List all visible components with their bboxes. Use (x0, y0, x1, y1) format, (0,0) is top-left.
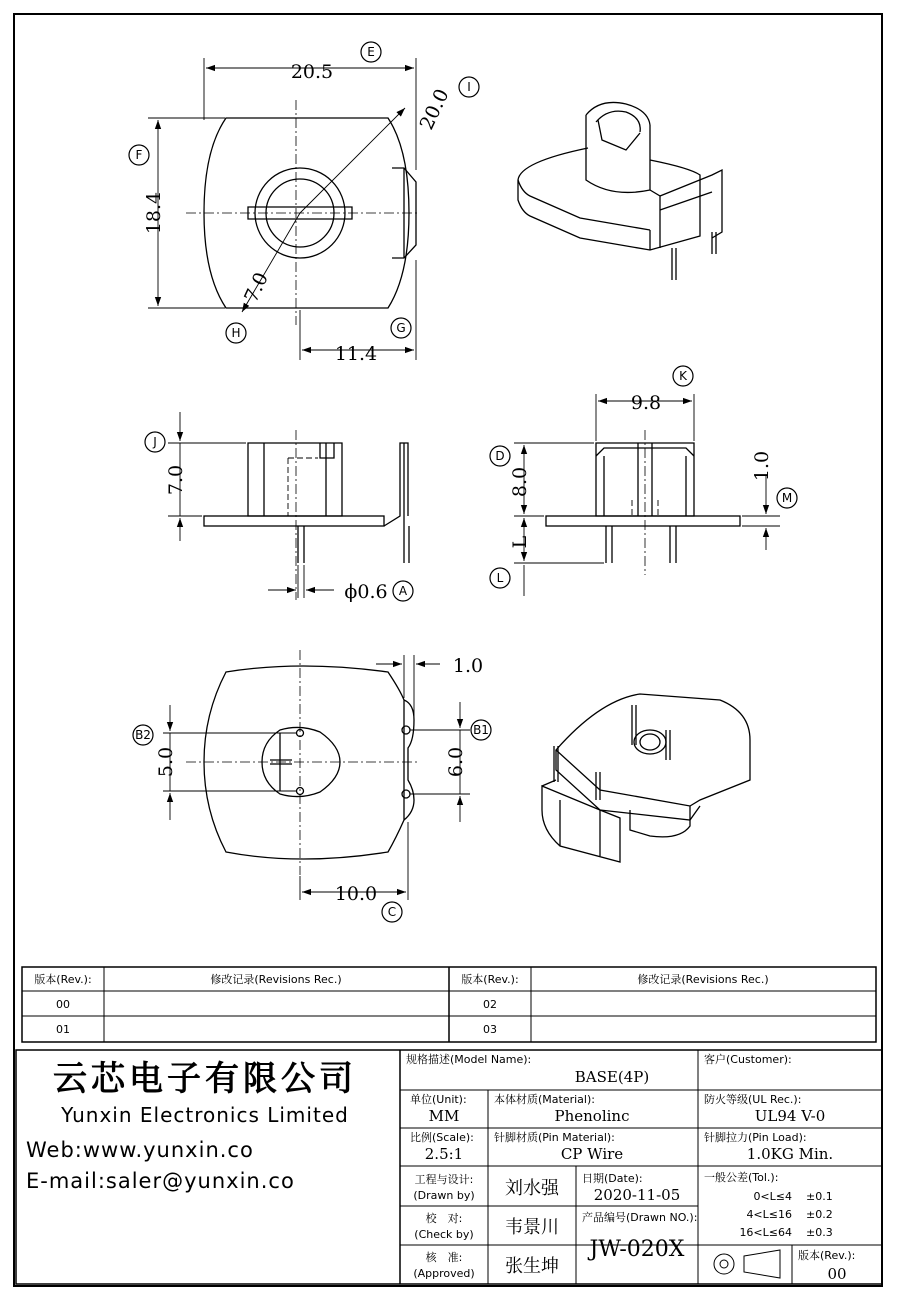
scale-label: 比例(Scale): (410, 1131, 474, 1144)
check-label-en: (Check by) (414, 1228, 474, 1241)
top-view-outline (204, 118, 409, 308)
bubble-j: J (153, 435, 157, 449)
dim-bottom-offset: 10.0 (334, 883, 378, 905)
rev-cell: 01 (56, 1023, 70, 1036)
ul-label: 防火等级(UL Rec.): (704, 1093, 802, 1106)
unit-value: MM (428, 1107, 460, 1125)
date-value: 2020-11-05 (593, 1186, 681, 1204)
bubble-l: L (496, 571, 504, 585)
dim-core-height: 8.0 (509, 466, 531, 498)
bubble-e: E (367, 45, 375, 59)
tol-value: ±0.2 (806, 1208, 833, 1221)
tol-range: 16<L≤64 (739, 1226, 792, 1239)
drawn-value: 刘水强 (505, 1178, 559, 1199)
model-label: 规格描述(Model Name): (406, 1053, 532, 1066)
company-name-en: Yunxin Electronics Limited (61, 1103, 349, 1127)
bubble-b2: B2 (135, 728, 151, 742)
unit-label: 单位(Unit): (410, 1093, 467, 1106)
dim-side-height: 7.0 (165, 464, 187, 496)
dim-plate-thickness: 1.0 (751, 450, 773, 482)
revision-table (22, 967, 876, 1042)
dim-width: 20.5 (290, 61, 334, 83)
drawn-no-value: JW-020X (589, 1237, 685, 1262)
pin-material-label: 针脚材质(Pin Material): (494, 1131, 615, 1144)
rev-cell: 00 (56, 998, 70, 1011)
check-value: 韦景川 (505, 1217, 559, 1238)
check-label: 校 对: (425, 1212, 463, 1225)
dim-pin-length: L (509, 535, 531, 549)
pin-load-value: 1.0KG Min. (746, 1145, 834, 1163)
top-view-bubbles (129, 42, 479, 343)
tol-range: 0<L≤4 (753, 1190, 792, 1203)
bottom-view (163, 650, 470, 900)
title-block-text (26, 1052, 855, 1283)
pin-load-label: 针脚拉力(Pin Load): (704, 1131, 807, 1144)
bubble-d: D (495, 449, 505, 463)
approved-label: 核 准: (425, 1251, 463, 1264)
bubble-i: I (467, 80, 471, 94)
company-web: Web:www.yunxin.co (26, 1138, 254, 1162)
bubble-k: K (679, 369, 687, 383)
tol-value: ±0.3 (806, 1226, 833, 1239)
rev-header-left: 版本(Rev.): (34, 973, 92, 986)
material-label: 本体材质(Material): (494, 1093, 595, 1106)
rev-value: 00 (827, 1265, 847, 1283)
rev-header-right: 版本(Rev.): (461, 973, 519, 986)
dim-radius: 20.0 (415, 85, 454, 134)
bubble-m: M (781, 491, 793, 505)
top-view (148, 58, 420, 360)
material-value: Phenolinc (554, 1107, 630, 1125)
pin-material-value: CP Wire (560, 1145, 624, 1163)
dim-center-hole: 7.0 (240, 269, 273, 306)
rec-header-left: 修改记录(Revisions Rec.) (210, 973, 342, 986)
dim-core-width: 9.8 (630, 392, 662, 414)
bubble-c: C (387, 905, 397, 919)
side-view-left (168, 412, 409, 600)
iso-view-bottom (542, 694, 750, 862)
rev-cell: 02 (483, 998, 497, 1011)
tol-label: 一般公差(Tol.): (704, 1171, 779, 1184)
ul-value: UL94 V-0 (754, 1107, 826, 1125)
tol-value: ±0.1 (806, 1190, 833, 1203)
customer-label: 客户(Customer): (704, 1053, 792, 1066)
approved-value: 张生坤 (505, 1256, 559, 1277)
rev-cell: 03 (483, 1023, 497, 1036)
bubble-f: F (135, 148, 143, 162)
dim-height: 18.4 (143, 191, 165, 235)
company-name-cn: 云芯电子有限公司 (53, 1059, 357, 1099)
company-email: E-mail:saler@yunxin.co (26, 1169, 295, 1193)
bubble-a: A (398, 584, 408, 598)
bubble-b1: B1 (473, 723, 489, 737)
dim-edge: 1.0 (452, 655, 484, 677)
bubble-g: G (396, 321, 406, 335)
date-label: 日期(Date): (582, 1172, 643, 1185)
tol-range: 4<L≤16 (746, 1208, 792, 1221)
dim-right-span: 6.0 (445, 746, 467, 778)
dim-offset: 11.4 (334, 343, 378, 365)
rec-header-right: 修改记录(Revisions Rec.) (637, 973, 769, 986)
scale-value: 2.5:1 (424, 1145, 464, 1163)
drawn-label: 工程与设计: (414, 1173, 474, 1186)
bubble-h: H (231, 326, 241, 340)
drawn-no-label: 产品编号(Drawn NO.): (582, 1211, 698, 1224)
drawn-label-en: (Drawn by) (413, 1189, 475, 1202)
dim-pin-dia: ϕ0.6 (344, 581, 388, 603)
dim-left-span: 5.0 (155, 746, 177, 778)
approved-label-en: (Approved) (413, 1267, 475, 1280)
rev-label: 版本(Rev.): (798, 1249, 856, 1262)
model-value: BASE(4P) (574, 1068, 650, 1086)
side-view-right (514, 394, 780, 596)
iso-view-top (518, 102, 722, 280)
